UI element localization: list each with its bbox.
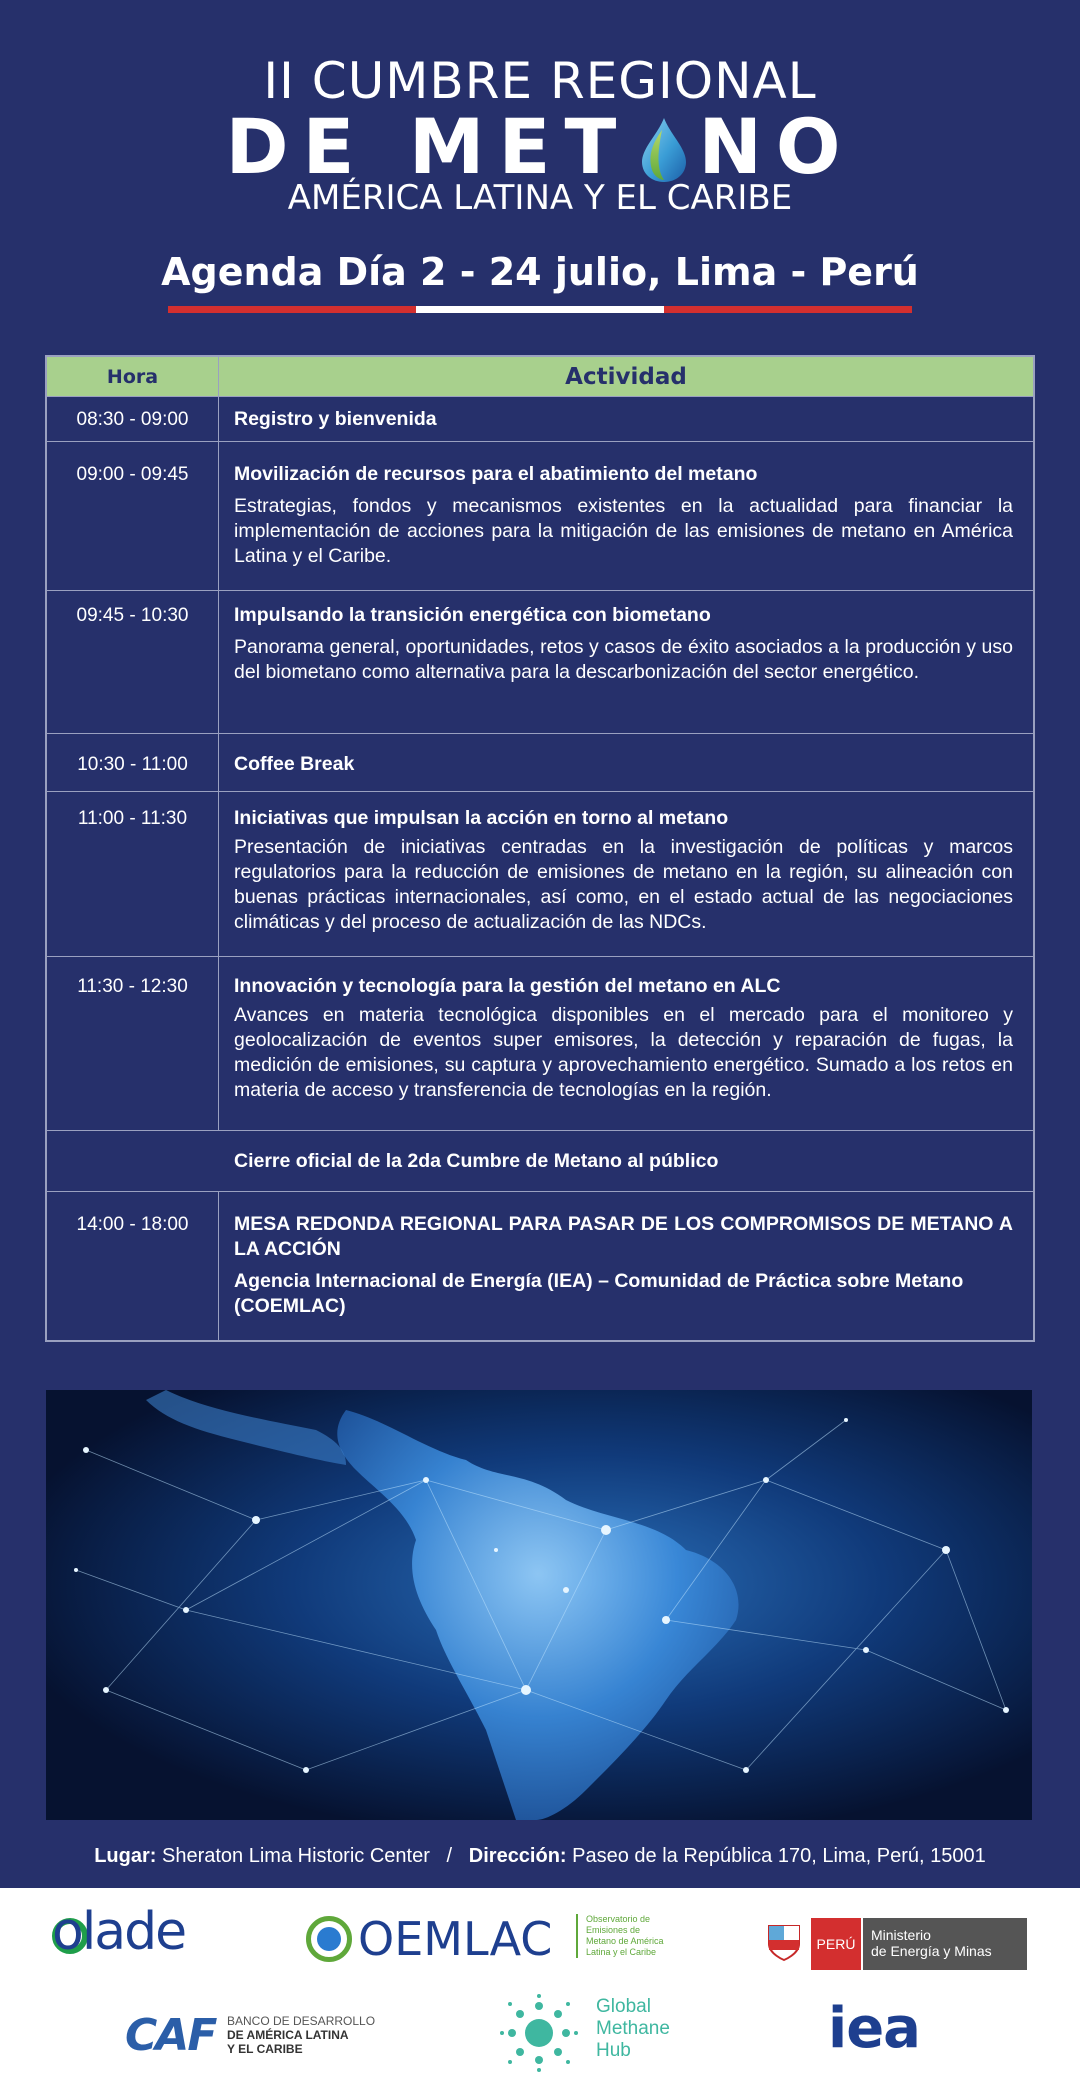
table-row [47,442,1033,591]
activity-title: Registro y bienvenida [234,408,437,430]
caf-logo [125,2006,385,2066]
table-row [47,734,1033,792]
row-time: 09:00 - 09:45 [47,442,219,590]
column-header-hora: Hora [47,357,219,397]
row-activity [219,734,1033,791]
table-row [47,1192,1033,1340]
latin-america-network-map-image [46,1390,1032,1820]
table-row [47,1131,1033,1192]
global-methane-hub-logo [498,1988,688,2078]
activity-subtitle: Agencia Internacional de Energía (IEA) – Comunidad de Práctica sobre Metano (COEMLAC) [234,1270,964,1317]
row-activity [219,1131,1033,1191]
activity-title: Iniciativas que impulsan la acción en torno al metano [234,807,729,829]
activity-description: Estrategias, fondos y mecanismos existentes en la actualidad para financiar la implementación de acciones para la mitigación de las emisiones de metano en América Latina y el Caribe. [234,495,1013,567]
caf-wordmark: CAF [125,2010,216,2061]
caf-subtitle: BANCO DE DESARROLLO DE AMÉRICA LATINA Y EL CARIBE [227,2014,376,2056]
peru-coat-of-arms-icon [765,1922,803,1962]
table-row [47,397,1033,442]
row-time-empty [47,1131,219,1191]
title-line2-left: DE MET [225,102,631,191]
flag-underline [168,306,912,313]
title-line2-right: NO [698,102,855,191]
row-time: 11:30 - 12:30 [47,957,219,1130]
activity-title: Innovación y tecnología para la gestión del metano en ALC [234,975,781,997]
globe-icon [306,1916,352,1962]
event-title-line1: II CUMBRE REGIONAL [263,52,817,110]
oemlac-subtitle: Observatorio de Emisiones de Metano de América Latina y el Caribe [576,1914,664,1958]
peru-tag: PERÚ [811,1918,861,1970]
iea-logo [828,1996,948,2061]
row-activity [219,591,1033,733]
table-row [47,591,1033,734]
row-time: 08:30 - 09:00 [47,397,219,441]
row-time: 09:45 - 10:30 [47,591,219,733]
gmh-wordmark: Global Methane Hub [596,1996,670,2061]
activity-description: Avances en materia tecnológica disponibles en el mercado para el monitoreo y geolocalización de eventos super emisores, la detección y reparación de fugas, la medición de emisiones, su captura y aprovechamiento energético. Sumado a los retos en materia de acceso y transferencia de tecnologías en la región. [234,1004,1013,1101]
address-label: Dirección: [468,1845,567,1867]
activity-title: Cierre oficial de la 2da Cumbre de Metano al público [234,1150,719,1172]
sponsor-logos [0,1888,1080,2090]
row-activity [219,792,1033,956]
activity-title: Movilización de recursos para el abatimiento del metano [234,463,758,485]
venue-label: Lugar: [94,1845,157,1867]
row-time: 14:00 - 18:00 [47,1192,219,1340]
venue-value: Sheraton Lima Historic Center [161,1845,430,1867]
agenda-table [45,355,1035,1342]
address-value: Paseo de la República 170, Lima, Perú, 15001 [572,1845,986,1867]
column-header-actividad: Actividad [565,363,687,390]
activity-description: Panorama general, oportunidades, retos y casos de éxito asociados a la producción y uso del biometano como alternativa para la descarbonización del sector energético. [234,636,1013,683]
venue-line [0,1845,1080,1868]
iea-wordmark: iea [828,1996,920,2061]
table-header [47,357,1033,397]
gmh-dots-icon [498,1992,580,2074]
activity-title: Coffee Break [234,753,355,775]
oemlac-wordmark: OEMLAC [358,1912,553,1966]
activity-title: MESA REDONDA REGIONAL PARA PASAR DE LOS COMPROMISOS DE METANO A LA ACCIÓN [234,1213,1013,1260]
venue-separator: / [446,1845,453,1867]
row-activity [219,442,1033,590]
table-row [47,957,1033,1131]
peru-ministry-logo [765,1918,1027,1970]
oemlac-logo [306,1910,666,1970]
olade-logo [52,1902,212,1980]
olade-wordmark: olade [52,1902,186,1962]
agenda-title: Agenda Día 2 - 24 julio, Lima - Perú [161,250,919,294]
activity-title: Impulsando la transición energética con biometano [234,604,711,626]
methane-drop-icon [640,113,688,181]
row-time: 11:00 - 11:30 [47,792,219,956]
row-activity [219,957,1033,1130]
row-time: 10:30 - 11:00 [47,734,219,791]
row-activity [219,1192,1033,1340]
row-activity [219,397,1033,441]
event-title-line3: AMÉRICA LATINA Y EL CARIBE [287,178,793,218]
table-row [47,792,1033,957]
activity-description: Presentación de iniciativas centradas en la investigación de políticas y marcos regulatorios para la reducción de emisiones de metano en la región, su alineación con buenas prácticas internacionales, así como, en el estado actual de las negociaciones climáticas y del proceso de actualización de las NDCs. [234,836,1013,933]
peru-ministry-name: Ministerio de Energía y Minas [863,1918,1027,1970]
